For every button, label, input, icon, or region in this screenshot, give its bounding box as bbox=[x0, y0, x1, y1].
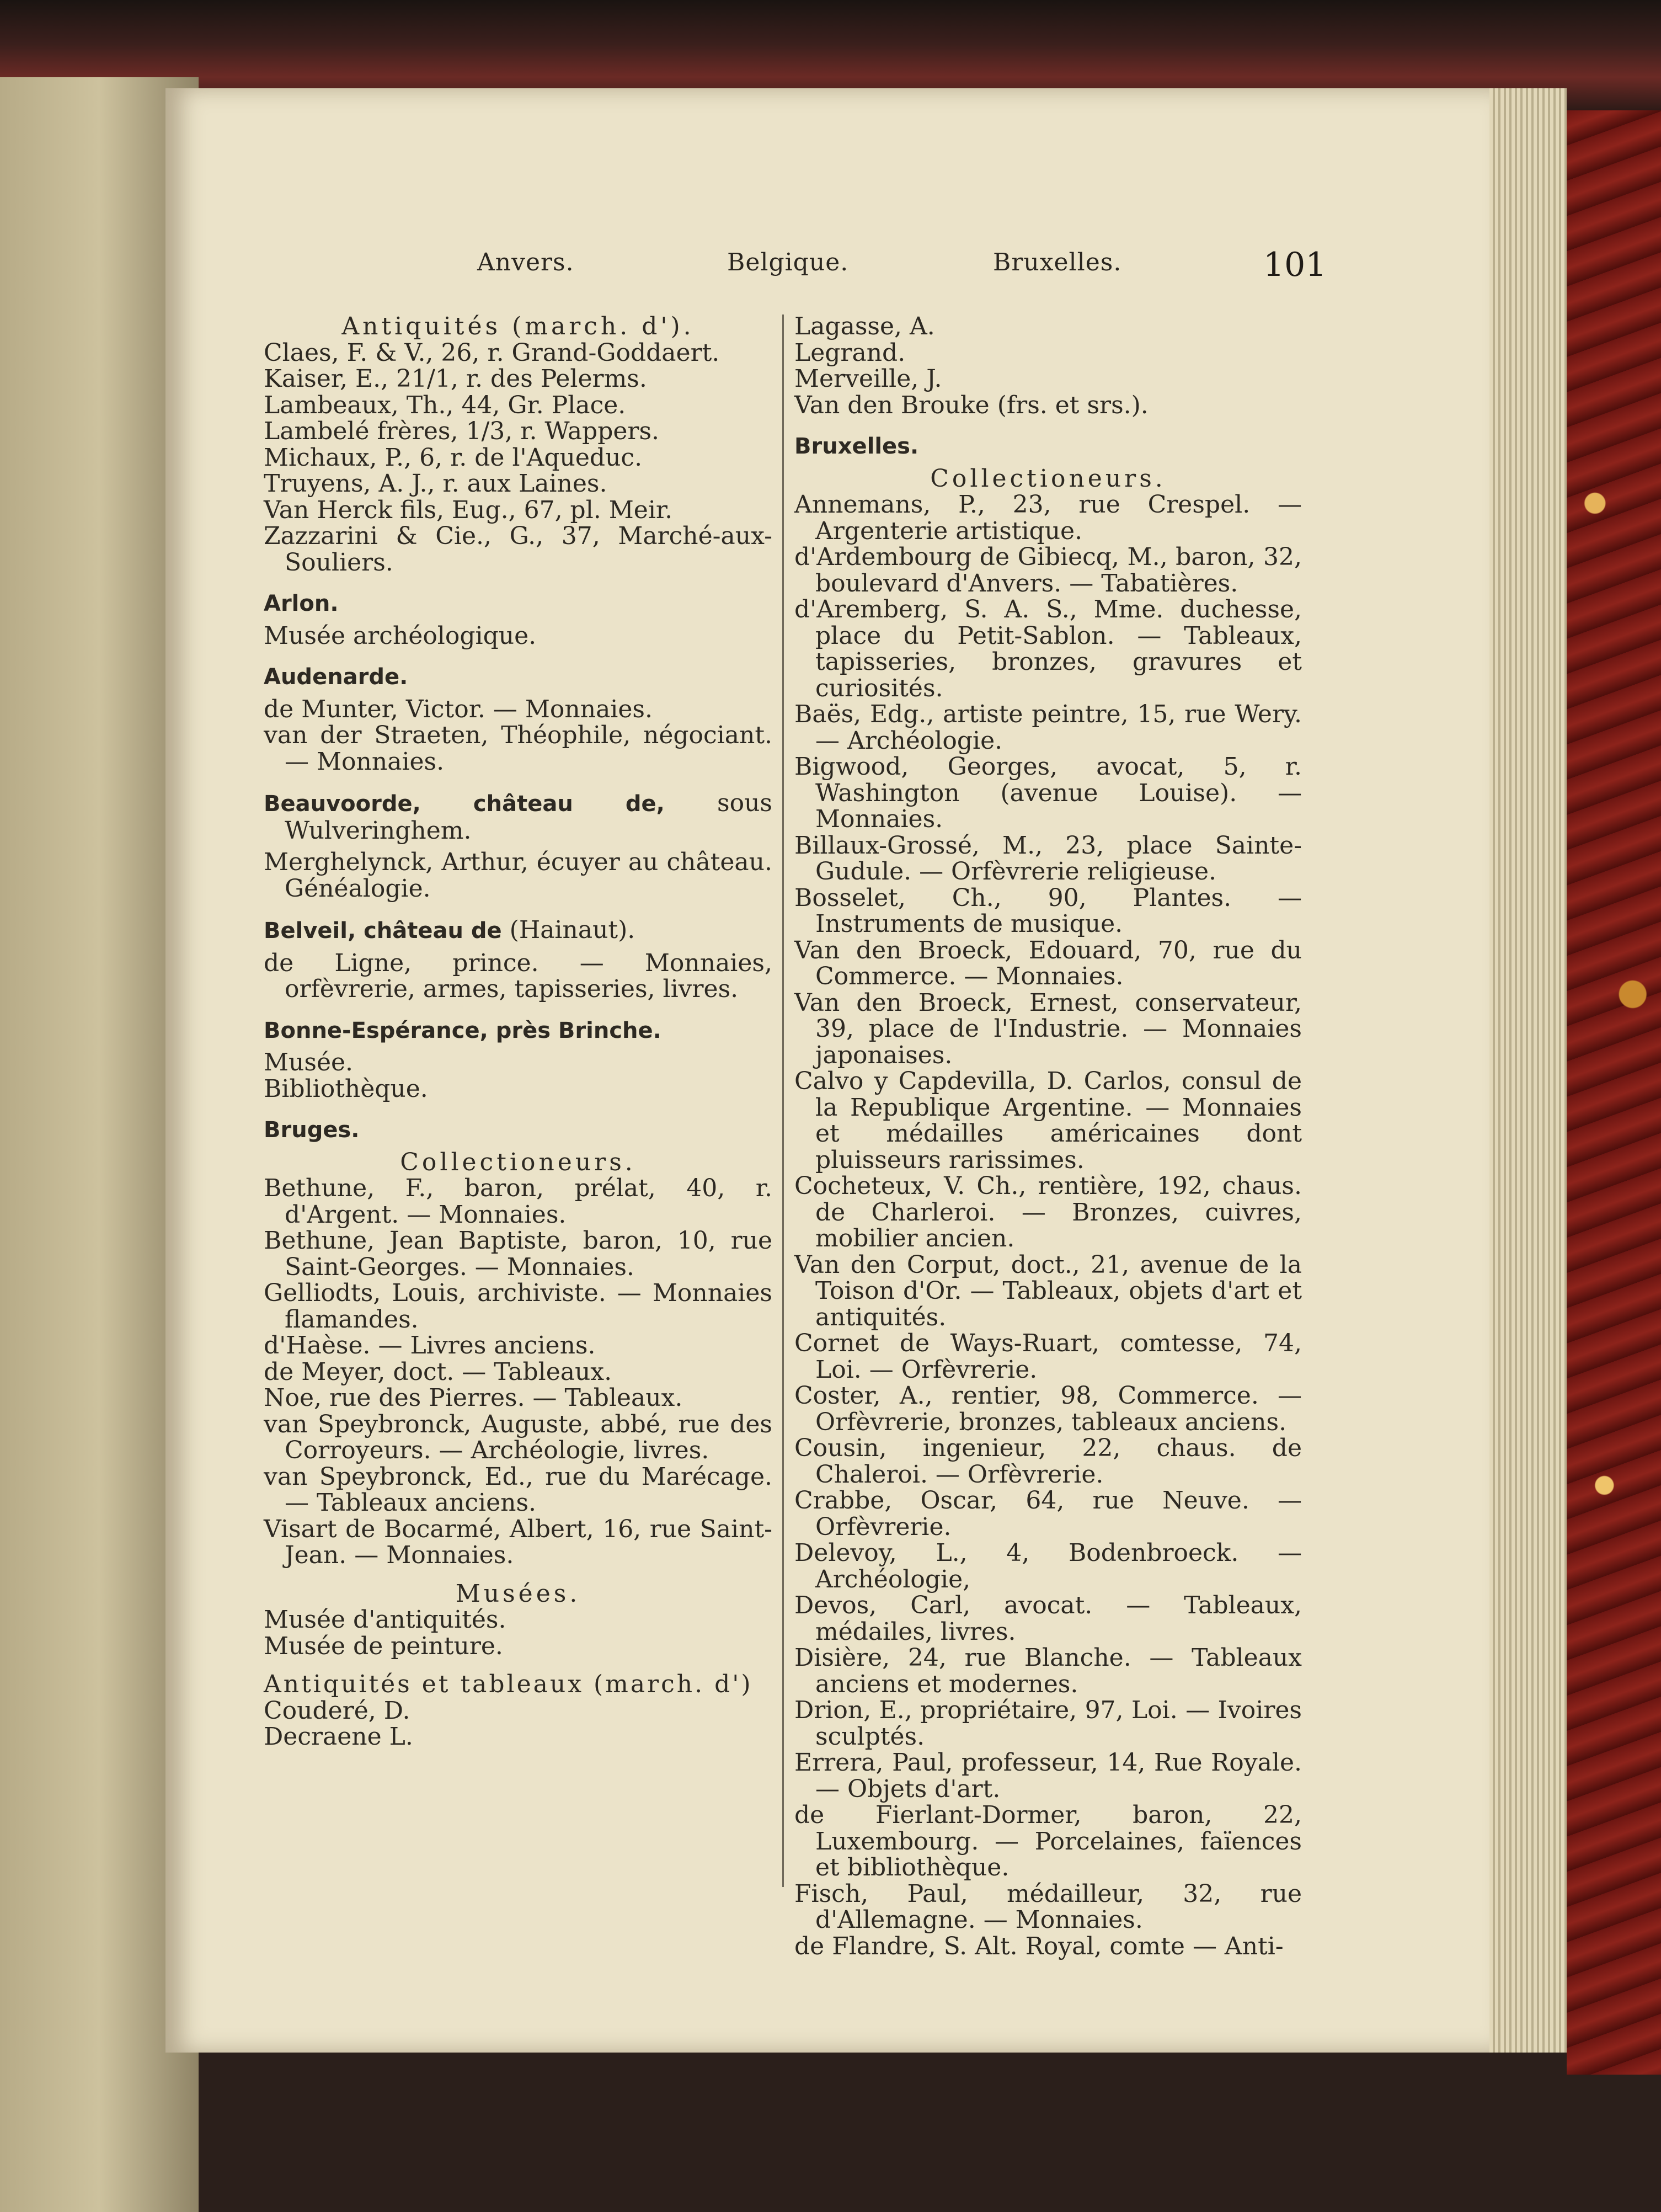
entry: de Munter, Victor. — Monnaies. bbox=[264, 695, 653, 723]
running-head-center: Belgique. bbox=[727, 248, 849, 276]
entry: Lagasse, A. bbox=[794, 312, 935, 340]
entry: de Flandre, S. Alt. Royal, comte — Anti- bbox=[794, 1932, 1284, 1960]
heading-antiquites: Antiquités (march. d'). bbox=[341, 312, 695, 340]
entry: Bosselet, Ch., 90, Plantes. — Instruments de musique. bbox=[794, 883, 1302, 938]
place-name: Beauvoorde, château de, bbox=[264, 791, 665, 817]
running-head-left: Anvers. bbox=[477, 248, 574, 276]
entry: Musée archéologique. bbox=[264, 621, 537, 650]
place-heading-bonne-esperance: Bonne-Espérance, près Brinche. bbox=[264, 1017, 661, 1043]
entry: de Meyer, doct. — Tableaux. bbox=[264, 1357, 612, 1386]
entry: Cornet de Ways-Ruart, comtesse, 74, Loi. — Orfèvrerie. bbox=[794, 1329, 1302, 1384]
entry: Claes, F. & V., 26, r. Grand-Goddaert. bbox=[264, 338, 720, 367]
heading-musees: Musées. bbox=[455, 1579, 581, 1608]
entry: Michaux, P., 6, r. de l'Aqueduc. bbox=[264, 443, 643, 472]
entry: van Speybronck, Ed., rue du Marécage. — Tableaux anciens. bbox=[264, 1462, 772, 1517]
place-heading-bruges: Bruges. bbox=[264, 1117, 360, 1143]
entry: Bibliothèque. bbox=[264, 1074, 428, 1103]
entry: Lambelé frères, 1/3, r. Wappers. bbox=[264, 417, 660, 445]
entry: Musée. bbox=[264, 1048, 354, 1076]
entry: Merghelynck, Arthur, écuyer au château. Généalogie. bbox=[264, 848, 772, 903]
place-heading-beauvoorde bbox=[264, 790, 772, 844]
entry: Decraene L. bbox=[264, 1723, 413, 1751]
entry: Billaux-Grossé, M., 23, place Sainte-Gudule. — Orfèvrerie religieuse. bbox=[794, 831, 1302, 886]
entry: Baës, Edg., artiste peintre, 15, rue Wery. — Archéologie. bbox=[794, 700, 1302, 755]
entry: Truyens, A. J., r. aux Laines. bbox=[264, 470, 607, 498]
entry: Bethune, Jean Baptiste, baron, 10, rue Saint-Georges. — Monnaies. bbox=[264, 1227, 772, 1281]
entry: Zazzarini & Cie., G., 37, Marché-aux-Souliers. bbox=[264, 522, 772, 577]
entry: Musée d'antiquités. bbox=[264, 1606, 506, 1634]
entry: van der Straeten, Théophile, négociant. — Monnaies. bbox=[264, 721, 772, 776]
column-divider bbox=[782, 315, 784, 1887]
place-note: sous Wulveringhem. bbox=[285, 789, 773, 845]
entry: Van den Brouke (frs. et srs.). bbox=[794, 391, 1149, 419]
page-number: 101 bbox=[1263, 246, 1327, 284]
right-column bbox=[794, 313, 1302, 1959]
entry: Disière, 24, rue Blanche. — Tableaux anciens et modernes. bbox=[794, 1644, 1302, 1698]
heading-antiquites-tableaux: Antiquités et tableaux (march. d') bbox=[264, 1670, 753, 1698]
entry: d'Aremberg, S. A. S., Mme. duchesse, place du Petit-Sablon. — Tableaux, tapisseries, bronzes, gravures et curiosités. bbox=[794, 595, 1302, 702]
entry: d'Ardembourg de Gibiecq, M., baron, 32, boulevard d'Anvers. — Tabatières. bbox=[794, 543, 1302, 598]
left-column bbox=[264, 313, 772, 1750]
place-heading-belveil bbox=[264, 917, 772, 945]
entry: Van Herck fils, Eug., 67, pl. Meir. bbox=[264, 495, 673, 524]
heading-collectioneurs: Collectioneurs. bbox=[400, 1148, 636, 1176]
entry: Coster, A., rentier, 98, Commerce. — Orfèvrerie, bronzes, tableaux anciens. bbox=[794, 1382, 1302, 1436]
entry: Kaiser, E., 21/1, r. des Pelerms. bbox=[264, 365, 647, 393]
entry: Musée de peinture. bbox=[264, 1632, 503, 1660]
place-name: Belveil, château de bbox=[264, 918, 502, 944]
entry: de Ligne, prince. — Monnaies, orfèvrerie, armes, tapisseries, livres. bbox=[264, 948, 772, 1003]
running-head-right: Bruxelles. bbox=[993, 248, 1122, 276]
entry: Gelliodts, Louis, archiviste. — Monnaies flamandes. bbox=[264, 1279, 772, 1334]
place-heading-bruxelles: Bruxelles. bbox=[794, 434, 919, 459]
entry: Bethune, F., baron, prélat, 40, r. d'Argent. — Monnaies. bbox=[264, 1174, 772, 1229]
entry: Merveille, J. bbox=[794, 365, 942, 393]
entry: Cocheteux, V. Ch., rentière, 192, chaus. de Charleroi. — Bronzes, cuivres, mobilier ancien. bbox=[794, 1172, 1302, 1252]
entry: Bigwood, Georges, avocat, 5, r. Washington (avenue Louise). — Monnaies. bbox=[794, 753, 1302, 833]
entry: Van den Broeck, Edouard, 70, rue du Commerce. — Monnaies. bbox=[794, 936, 1302, 990]
place-heading-audenarde: Audenarde. bbox=[264, 664, 408, 690]
entry: Annemans, P., 23, rue Crespel. — Argenterie artistique. bbox=[794, 491, 1302, 545]
entry: d'Haèse. — Livres anciens. bbox=[264, 1331, 596, 1360]
entry: de Fierlant-Dormer, baron, 22, Luxembourg. — Porcelaines, faïences et bibliothèque. bbox=[794, 1801, 1302, 1881]
entry: Devos, Carl, avocat. — Tableaux, médailes, livres. bbox=[794, 1591, 1302, 1646]
entry: Delevoy, L., 4, Bodenbroeck. — Archéologie, bbox=[794, 1539, 1302, 1593]
entry: Calvo y Capdevilla, D. Carlos, consul de la Republique Argentine. — Monnaies et médailles américaines dont pluisseurs rarissimes. bbox=[794, 1067, 1302, 1174]
entry: Van den Broeck, Ernest, conservateur, 39, place de l'Industrie. — Monnaies japonaises. bbox=[794, 988, 1302, 1069]
place-note: (Hainaut). bbox=[501, 916, 635, 944]
place-heading-arlon: Arlon. bbox=[264, 591, 339, 616]
entry: Noe, rue des Pierres. — Tableaux. bbox=[264, 1384, 683, 1412]
heading-collectioneurs: Collectioneurs. bbox=[930, 464, 1166, 493]
entry: Errera, Paul, professeur, 14, Rue Royale. — Objets d'art. bbox=[794, 1749, 1302, 1803]
marbled-cover-edge bbox=[1567, 110, 1661, 2075]
entry: Legrand. bbox=[794, 338, 906, 367]
entry: Drion, E., propriétaire, 97, Loi. — Ivoires sculptés. bbox=[794, 1696, 1302, 1751]
entry: van Speybronck, Auguste, abbé, rue des Corroyeurs. — Archéologie, livres. bbox=[264, 1410, 772, 1464]
entry: Visart de Bocarmé, Albert, 16, rue Saint-Jean. — Monnaies. bbox=[264, 1515, 772, 1569]
entry: Van den Corput, doct., 21, avenue de la Toison d'Or. — Tableaux, objets d'art et antiquités. bbox=[794, 1250, 1302, 1331]
entry: Fisch, Paul, médailleur, 32, rue d'Allemagne. — Monnaies. bbox=[794, 1879, 1302, 1934]
entry: Crabbe, Oscar, 64, rue Neuve. — Orfèvrerie. bbox=[794, 1486, 1302, 1541]
entry: Couderé, D. bbox=[264, 1696, 410, 1725]
page-block-edge bbox=[1489, 88, 1567, 2053]
entry: Lambeaux, Th., 44, Gr. Place. bbox=[264, 391, 626, 419]
entry: Cousin, ingenieur, 22, chaus. de Chaleroi. — Orfèvrerie. bbox=[794, 1434, 1302, 1489]
